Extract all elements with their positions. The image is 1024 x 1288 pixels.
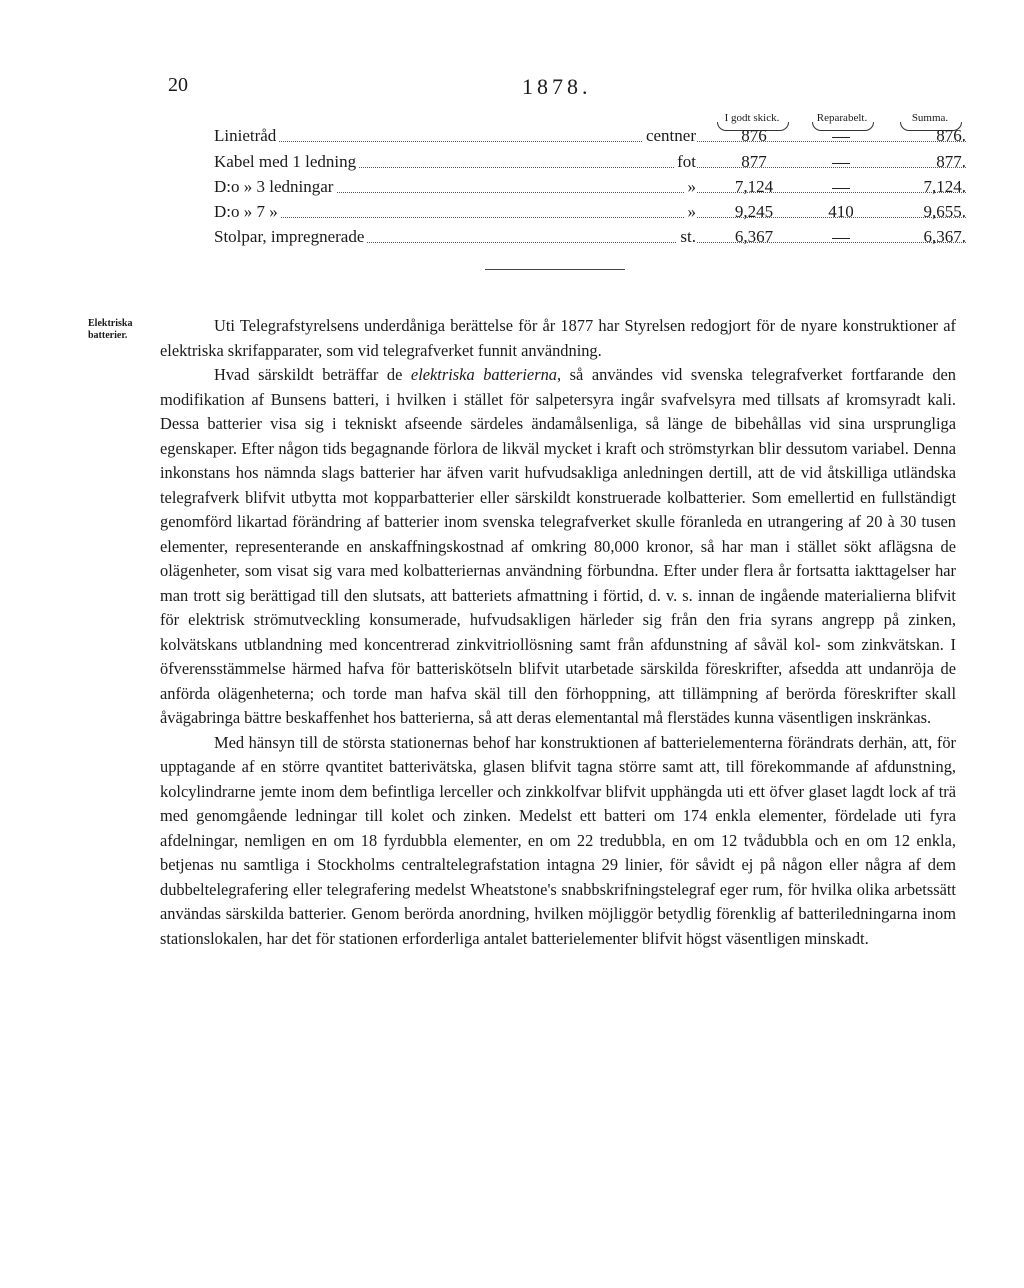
- paragraph: [160, 363, 956, 731]
- row-unit: fot: [674, 152, 696, 172]
- column-header-good: I godt skick.: [724, 112, 780, 124]
- dash-mark: [832, 163, 850, 164]
- dash-mark: [832, 238, 850, 239]
- value-good: 876: [741, 126, 767, 145]
- row-unit: »: [685, 177, 697, 197]
- value-good: 7,124: [734, 177, 774, 196]
- paragraph-text: , så användes vid svenska telegrafverket fortfarande den modifikation af Bunsens batteri, i hvilken i stället för salpetersyra ingår svafvelsyra med tillsats af kromsyradt kali. Dessa batterier visa sig i tekniskt afseende särdeles ändamålsenliga, så länge de bibehållas vid sina ursprungliga egenskaper. Efter någon tids begagnande förlora de likväl mycket i kraft och strömstyrkan blir dessutom variabel. Denna inkonstans hos nämnda slags batterier har äfven varit hufvudsakliga anledningen dertill, att de vid åtskilliga utländska telegrafverk blifvit utbytta mot kopparbatterier eller särskildt konstruerade kolbatterier. Som emellertid en fullständigt genomförd likartad förändring af batterier inom svenska telegrafverket skulle föranleda en utrangering af 20 à 30 tusen elementer, representerande en anskaffningskostnad af omkring 80,000 kronor, så har man i stället sökt aflägsna de olägenheter, som visat sig vara med kolbatteriernas användning förbundna. Efter under flera år fortsatta iakttagelser har man trott sig berättigad till den slutsats, att batteriets afmattning i förtid, d. v. s. innan de ingående materialierna blifvit för elektrisk strömutveckling konsumerade, hufvudsakligen härleder sig från den fria syrans angrepp på zinken, kolvätskans utblandning med koncentrerad zinkvitriollösning samt från afdunstning af såväl kol- som zinkvätskan. I öfverensstämmelse härmed hafva för batteriskötseln blifvit utarbetade särskilda föreskrifter, afsedda att undanröja de anförda olägenheterna; och torde man hafva skäl till den förhoppning, att tillämpning af berörda föreskrifter skall åvägabringa bättre beskaffenhet hos batterierna, så att deras elementantal må flerstädes kunna väsentligen inskränkas.: [160, 365, 957, 727]
- value-good: 9,245: [734, 202, 774, 221]
- row-label: D:o » 3 ledningar: [214, 177, 336, 197]
- value-good: 877: [741, 152, 767, 171]
- row-label: D:o » 7 »: [214, 202, 281, 222]
- column-header-sum: Summa.: [911, 112, 949, 124]
- table-row: [214, 152, 966, 178]
- value-repairable: [806, 126, 876, 146]
- row-unit: centner: [643, 126, 696, 146]
- paragraph-text: Hvad särskildt beträffar de: [214, 365, 411, 384]
- value-sum: 9,655.: [923, 202, 966, 221]
- dash-mark: [832, 188, 850, 189]
- table-row: [214, 126, 966, 152]
- body-text: [160, 314, 956, 951]
- row-label: Linietråd: [214, 126, 279, 146]
- value-sum: 876.: [936, 126, 966, 145]
- table-row: [214, 227, 966, 253]
- row-unit: »: [685, 202, 697, 222]
- value-repairable: 410: [828, 202, 854, 221]
- value-sum: 7,124.: [923, 177, 966, 196]
- value-good: 6,367: [734, 227, 774, 246]
- row-label: Stolpar, impregnerade: [214, 227, 367, 247]
- column-header-repairable: Reparabelt.: [816, 112, 868, 124]
- value-repairable: [806, 177, 876, 197]
- row-label: Kabel med 1 ledning: [214, 152, 359, 172]
- paragraph: Uti Telegrafstyrelsens underdåniga berättelse för år 1877 har Styrelsen redogjort för de nyare konstruktioner af elektriska skrifapparater, som vid telegrafverket funnit användning.: [160, 316, 956, 360]
- table-row: [214, 177, 966, 203]
- section-separator: [485, 269, 625, 270]
- emphasis-text: elektriska batterierna: [410, 365, 557, 384]
- value-sum: 877.: [936, 152, 966, 171]
- value-sum: 6,367.: [923, 227, 966, 246]
- value-repairable: [806, 227, 876, 247]
- table-row: [214, 202, 966, 228]
- paragraph: Med hänsyn till de största stationernas behof har konstruktionen af batterielementerna förändrats derhän, att, för upptagande af en större qvantitet batterivätska, glasen blifvit tagna större samt att, till förekommande af afdunstning, kolcylindrarne jemte inom dem befintliga lerceller och zinkkolfvar blifvit upphängda uti ett öfver glaset lagdt lock af trä med genomgående ledningar till kolet och zinken. Medelst ett batteri om 174 enkla elementer, fördelade uti fyra afdelningar, nemligen en om 18 fyrdubbla elementer, en om 22 tredubbla, en om 12 tvådubbla och en om 12 enkla, betjenas nu samtliga i Stockholms centraltelegrafstation intagna 29 linier, för såvidt ej på någon eller några af dem dubbeltelegrafering eller telegrafering medelst Wheatstone's snabbskrifningstelegraf eger rum, för hvilka olika arbetssätt användas särskilda batterier. Genom berörda anordning, hvilken möjliggör betydlig förenklig af batteriledningarna inom stationslokalen, har det för stationen erforderliga antalet batterielementer blifvit högst väsentligen minskadt.: [160, 732, 956, 948]
- margin-note: Elektriska batterier.: [88, 318, 133, 341]
- page-title-year: 1878.: [522, 74, 592, 99]
- dash-mark: [832, 137, 850, 138]
- row-unit: st.: [677, 227, 696, 247]
- page-number: 20: [168, 74, 188, 96]
- value-repairable: [806, 152, 876, 172]
